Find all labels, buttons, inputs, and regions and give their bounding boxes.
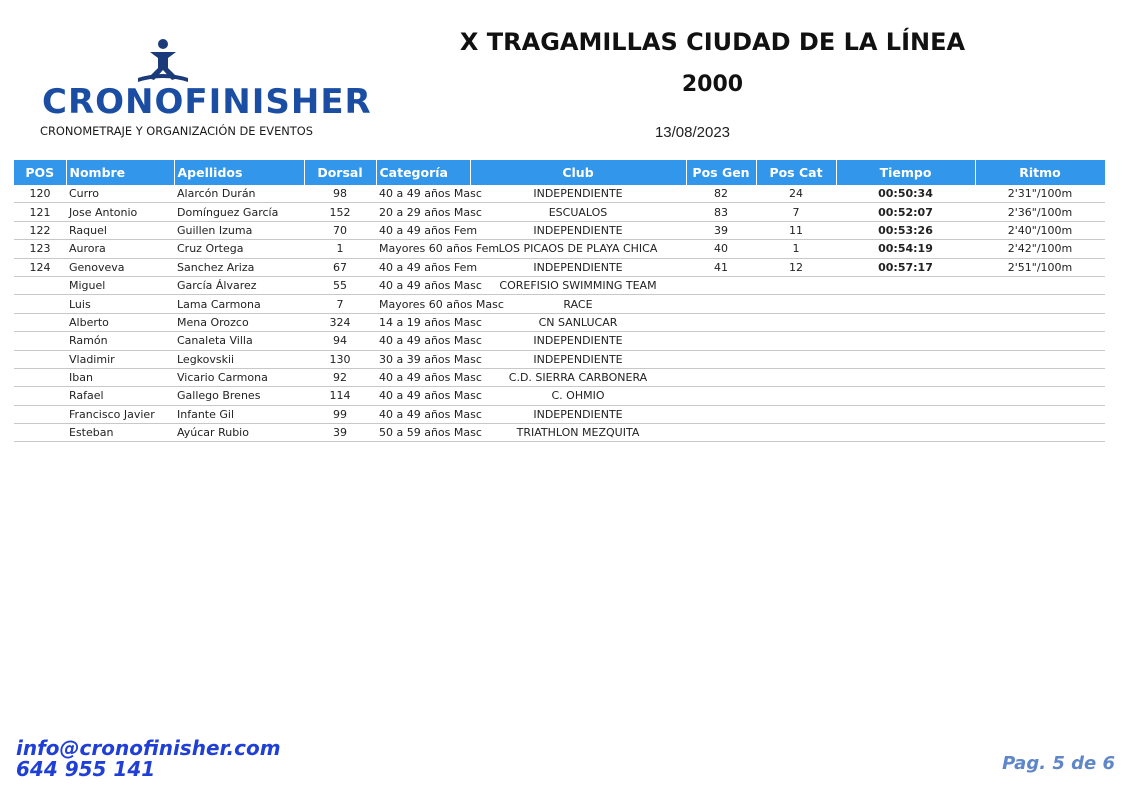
cell-dorsal: 92 (304, 368, 376, 386)
cell-tiempo (836, 295, 975, 313)
cell-pos-cat: 24 (756, 185, 836, 203)
cell-tiempo (836, 332, 975, 350)
cell-dorsal: 98 (304, 185, 376, 203)
cell-pos: 120 (14, 185, 66, 203)
cell-ritmo: 2'36"/100m (975, 203, 1105, 221)
cell-dorsal: 70 (304, 221, 376, 239)
cell-club: C.D. SIERRA CARBONERA (470, 368, 686, 386)
cell-dorsal: 7 (304, 295, 376, 313)
cell-pos-gen (686, 405, 756, 423)
cell-pos-gen (686, 332, 756, 350)
cell-apellidos: Gallego Brenes (174, 387, 304, 405)
col-club: Club (470, 160, 686, 185)
cell-pos (14, 276, 66, 294)
cell-categoria: 40 a 49 años Masc (376, 368, 470, 386)
runner-icon (138, 38, 188, 84)
cell-categoria: 40 a 49 años Fem (376, 258, 470, 276)
cell-pos (14, 313, 66, 331)
cell-categoria: 40 a 49 años Masc (376, 332, 470, 350)
cell-club: LOS PICAOS DE PLAYA CHICA (470, 240, 686, 258)
cell-categoria: 20 a 29 años Masc (376, 203, 470, 221)
cell-apellidos: Mena Orozco (174, 313, 304, 331)
cell-pos-cat (756, 295, 836, 313)
cell-pos-cat (756, 405, 836, 423)
cell-categoria: 30 a 39 años Masc (376, 350, 470, 368)
page-number: Pag. 5 de 6 (1002, 753, 1115, 774)
cell-club: INDEPENDIENTE (470, 405, 686, 423)
cell-pos-gen (686, 276, 756, 294)
cell-club: C. OHMIO (470, 387, 686, 405)
contact-email: info@cronofinisher.com (16, 736, 281, 760)
col-dorsal: Dorsal (304, 160, 376, 185)
cell-nombre: Alberto (66, 313, 174, 331)
cell-apellidos: Infante Gil (174, 405, 304, 423)
cell-ritmo (975, 295, 1105, 313)
cell-pos-gen: 82 (686, 185, 756, 203)
table-row (14, 240, 1105, 258)
cell-nombre: Aurora (66, 240, 174, 258)
cell-categoria: 40 a 49 años Masc (376, 276, 470, 294)
cell-club: INDEPENDIENTE (470, 258, 686, 276)
cell-ritmo (975, 424, 1105, 442)
cell-pos (14, 332, 66, 350)
table-row (14, 424, 1105, 442)
cell-pos-gen (686, 387, 756, 405)
cell-pos-cat (756, 368, 836, 386)
table-row (14, 350, 1105, 368)
table-row (14, 258, 1105, 276)
cell-club: INDEPENDIENTE (470, 221, 686, 239)
cell-dorsal: 94 (304, 332, 376, 350)
col-categoria: Categoría (376, 160, 470, 185)
contact-info (16, 738, 281, 780)
cell-dorsal: 99 (304, 405, 376, 423)
table-row (14, 387, 1105, 405)
cell-tiempo (836, 350, 975, 368)
table-row (14, 295, 1105, 313)
cell-dorsal: 39 (304, 424, 376, 442)
cell-nombre: Luis (66, 295, 174, 313)
results-table (14, 160, 1106, 442)
cell-ritmo (975, 405, 1105, 423)
cell-pos-gen (686, 313, 756, 331)
cell-tiempo (836, 405, 975, 423)
cell-ritmo: 2'40"/100m (975, 221, 1105, 239)
cell-dorsal: 55 (304, 276, 376, 294)
cell-pos (14, 405, 66, 423)
table-row (14, 203, 1105, 221)
cell-tiempo: 00:50:34 (836, 185, 975, 203)
event-date: 13/08/2023 (654, 124, 731, 141)
cell-ritmo: 2'42"/100m (975, 240, 1105, 258)
cell-apellidos: Cruz Ortega (174, 240, 304, 258)
cell-categoria: 40 a 49 años Masc (376, 405, 470, 423)
cell-dorsal: 114 (304, 387, 376, 405)
cell-pos-cat (756, 424, 836, 442)
cell-tiempo (836, 387, 975, 405)
cell-categoria: 40 a 49 años Masc (376, 387, 470, 405)
cell-pos-gen: 40 (686, 240, 756, 258)
cell-dorsal: 67 (304, 258, 376, 276)
table-row (14, 276, 1105, 294)
cell-nombre: Rafael (66, 387, 174, 405)
cell-pos-gen: 41 (686, 258, 756, 276)
table-row (14, 368, 1105, 386)
event-title: X TRAGAMILLAS CIUDAD DE LA LÍNEA (459, 28, 966, 56)
cell-apellidos: Vicario Carmona (174, 368, 304, 386)
cell-apellidos: Ayúcar Rubio (174, 424, 304, 442)
logo-wordmark: CRONOFINISHER (42, 82, 372, 122)
cell-apellidos: Legkovskii (174, 350, 304, 368)
cell-pos-gen (686, 295, 756, 313)
cell-ritmo (975, 350, 1105, 368)
cell-tiempo: 00:54:19 (836, 240, 975, 258)
table-row (14, 221, 1105, 239)
cell-nombre: Jose Antonio (66, 203, 174, 221)
cell-ritmo: 2'31"/100m (975, 185, 1105, 203)
cell-club: TRIATHLON MEZQUITA (470, 424, 686, 442)
col-pos-cat: Pos Cat (756, 160, 836, 185)
table-row (14, 332, 1105, 350)
cell-apellidos: Canaleta Villa (174, 332, 304, 350)
cell-tiempo (836, 313, 975, 331)
cell-nombre: Iban (66, 368, 174, 386)
cell-ritmo (975, 313, 1105, 331)
cell-club: INDEPENDIENTE (470, 332, 686, 350)
cell-pos-gen: 39 (686, 221, 756, 239)
cell-pos (14, 424, 66, 442)
cell-dorsal: 324 (304, 313, 376, 331)
cronofinisher-logo (38, 38, 372, 138)
cell-ritmo (975, 332, 1105, 350)
col-ritmo: Ritmo (975, 160, 1105, 185)
cell-tiempo (836, 424, 975, 442)
cell-club: INDEPENDIENTE (470, 350, 686, 368)
cell-categoria: 40 a 49 años Masc (376, 185, 470, 203)
col-tiempo: Tiempo (836, 160, 975, 185)
contact-phone: 644 955 141 (16, 757, 156, 781)
cell-ritmo (975, 276, 1105, 294)
cell-pos: 123 (14, 240, 66, 258)
cell-pos-cat (756, 350, 836, 368)
cell-ritmo: 2'51"/100m (975, 258, 1105, 276)
cell-pos-gen (686, 368, 756, 386)
cell-tiempo: 00:53:26 (836, 221, 975, 239)
col-pos-gen: Pos Gen (686, 160, 756, 185)
cell-apellidos: Guillen Izuma (174, 221, 304, 239)
cell-club: COREFISIO SWIMMING TEAM (470, 276, 686, 294)
cell-nombre: Curro (66, 185, 174, 203)
cell-pos: 122 (14, 221, 66, 239)
cell-pos: 124 (14, 258, 66, 276)
cell-pos (14, 387, 66, 405)
cell-nombre: Miguel (66, 276, 174, 294)
col-nombre: Nombre (66, 160, 174, 185)
cell-tiempo: 00:52:07 (836, 203, 975, 221)
table-row (14, 185, 1105, 203)
cell-pos: 121 (14, 203, 66, 221)
cell-apellidos: García Álvarez (174, 276, 304, 294)
cell-pos-cat: 12 (756, 258, 836, 276)
table-header-row (14, 160, 1105, 185)
cell-pos (14, 295, 66, 313)
cell-apellidos: Alarcón Durán (174, 185, 304, 203)
cell-tiempo: 00:57:17 (836, 258, 975, 276)
cell-categoria: 50 a 59 años Masc (376, 424, 470, 442)
cell-club: CN SANLUCAR (470, 313, 686, 331)
cell-ritmo (975, 387, 1105, 405)
cell-tiempo (836, 276, 975, 294)
cell-pos (14, 368, 66, 386)
cell-categoria: Mayores 60 años Masc (376, 295, 470, 313)
cell-pos-gen (686, 350, 756, 368)
cell-apellidos: Lama Carmona (174, 295, 304, 313)
cell-dorsal: 1 (304, 240, 376, 258)
cell-apellidos: Sanchez Ariza (174, 258, 304, 276)
cell-ritmo (975, 368, 1105, 386)
cell-dorsal: 152 (304, 203, 376, 221)
cell-nombre: Francisco Javier (66, 405, 174, 423)
cell-pos-gen: 83 (686, 203, 756, 221)
cell-pos-cat (756, 313, 836, 331)
logo-tagline: CRONOMETRAJE Y ORGANIZACIÓN DE EVENTOS (40, 124, 313, 138)
results-body (14, 185, 1105, 442)
cell-pos-cat (756, 387, 836, 405)
table-row (14, 313, 1105, 331)
col-pos: POS (14, 160, 66, 185)
cell-nombre: Ramón (66, 332, 174, 350)
cell-categoria: 40 a 49 años Fem (376, 221, 470, 239)
cell-pos-cat: 11 (756, 221, 836, 239)
cell-nombre: Genoveva (66, 258, 174, 276)
cell-nombre: Vladimir (66, 350, 174, 368)
cell-club: INDEPENDIENTE (470, 185, 686, 203)
cell-pos-cat (756, 276, 836, 294)
cell-nombre: Esteban (66, 424, 174, 442)
cell-club: RACE (470, 295, 686, 313)
cell-pos-gen (686, 424, 756, 442)
cell-pos (14, 350, 66, 368)
col-apellidos: Apellidos (174, 160, 304, 185)
cell-categoria: Mayores 60 años Fem (376, 240, 470, 258)
cell-pos-cat: 1 (756, 240, 836, 258)
cell-pos-cat (756, 332, 836, 350)
event-distance: 2000 (681, 72, 744, 97)
cell-pos-cat: 7 (756, 203, 836, 221)
cell-nombre: Raquel (66, 221, 174, 239)
cell-club: ESCUALOS (470, 203, 686, 221)
table-row (14, 405, 1105, 423)
cell-categoria: 14 a 19 años Masc (376, 313, 470, 331)
cell-dorsal: 130 (304, 350, 376, 368)
cell-apellidos: Domínguez García (174, 203, 304, 221)
cell-tiempo (836, 368, 975, 386)
